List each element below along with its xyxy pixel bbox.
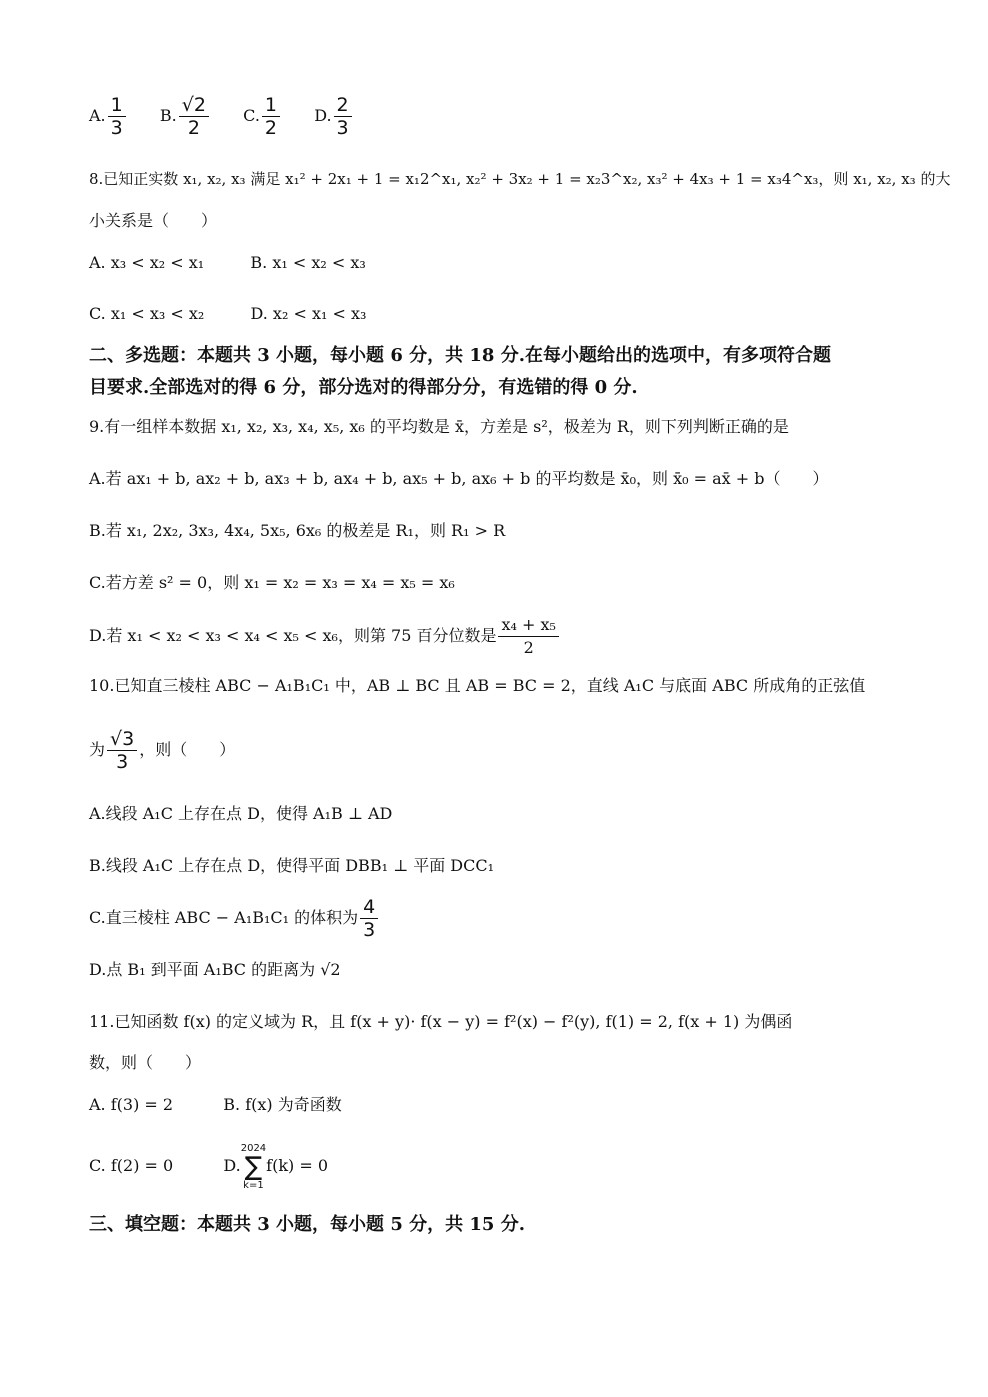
option-d-label: D.	[314, 106, 332, 125]
q10-option-c-fraction: $\frac{4}{3}$	[360, 896, 378, 941]
q10-option-c: C.直三棱柱 ABC − A₁B₁C₁ 的体积为 $\frac{4}{3}$	[89, 894, 380, 942]
q7-options	[89, 92, 354, 140]
q11-options-row2	[89, 1140, 328, 1192]
option-a-fraction: $\frac{1}{3}$	[108, 94, 126, 139]
q10-option-d: D.点 B₁ 到平面 A₁BC 的距离为 √2	[89, 960, 341, 979]
q11-option-d: D. 2024 ∑ k=1 f(k) = 0	[223, 1142, 329, 1191]
q8-option-b: B. x₁ < x₂ < x₃	[250, 253, 366, 272]
q8-option-d: D. x₂ < x₁ < x₃	[250, 304, 367, 323]
summation-symbol: 2024 ∑ k=1	[240, 1142, 267, 1191]
q9-stem: 9.有一组样本数据 x₁, x₂, x₃, x₄, x₅, x₆ 的平均数是 x̄，方差是 s²，极差为 R，则下列判断正确的是	[89, 417, 789, 436]
option-c-fraction: $\frac{1}{2}$	[262, 94, 280, 139]
q10-option-b: B.线段 A₁C 上存在点 D，使得平面 DBB₁ ⊥ 平面 DCC₁	[89, 856, 495, 875]
q8-option-a: A. x₃ < x₂ < x₁	[89, 253, 205, 272]
q8-options-row1	[89, 252, 366, 274]
section-3-heading: 三、填空题：本题共 3 小题，每小题 5 分，共 15 分.	[89, 1214, 525, 1235]
q9-option-d	[89, 612, 561, 660]
q8-stem-line1: 8.已知正实数 x₁, x₂, x₃ 满足 x₁² + 2x₁ + 1 = x₁2^x₁, x₂² + 3x₂ + 1 = x₂3^x₂, x₃² + 4x₃ + 1 = x₃4^x₃，则 x₁, x₂, x₃ 的大	[89, 170, 951, 188]
q9-option-a: A.若 ax₁ + b, ax₂ + b, ax₃ + b, ax₄ + b, ax₅ + b, ax₆ + b 的平均数是 x̄₀，则 x̄₀ = ax̄ + b（ ）	[89, 469, 829, 488]
q10-stem-line1: 10.已知直三棱柱 ABC − A₁B₁C₁ 中，AB ⊥ BC 且 AB = BC = 2，直线 A₁C 与底面 ABC 所成角的正弦值	[89, 676, 866, 695]
option-b-fraction: $\frac{√2}{2}$	[179, 94, 209, 139]
q10-option-a: A.线段 A₁C 上存在点 D，使得 A₁B ⊥ AD	[89, 804, 393, 823]
q9-option-c: C.若方差 s² = 0，则 x₁ = x₂ = x₃ = x₄ = x₅ = x₆	[89, 573, 455, 592]
option-d-fraction: $\frac{2}{3}$	[334, 94, 352, 139]
option-c-label: C.	[243, 106, 260, 125]
q9-option-d-fraction: $\frac{\text{x₄ + x₅}}{2}$	[498, 614, 558, 659]
q8-options-row2	[89, 303, 366, 325]
q10-fraction: $\frac{√3}{3}$	[107, 728, 137, 773]
q9-option-d-text: D.若 x₁ < x₂ < x₃ < x₄ < x₅ < x₆，则第 75 百分位数是	[89, 626, 497, 645]
q11-options-row1	[89, 1094, 342, 1116]
q8-option-c: C. x₁ < x₃ < x₂	[89, 304, 205, 323]
section-2-heading-line1: 二、多选题：本题共 3 小题，每小题 6 分，共 18 分.在每小题给出的选项中，有多项符合题	[89, 345, 831, 366]
q11-option-b: B. f(x) 为奇函数	[223, 1095, 342, 1114]
q9-option-b: B.若 x₁, 2x₂, 3x₃, 4x₄, 5x₅, 6x₆ 的极差是 R₁，则 R₁ > R	[89, 521, 506, 540]
q8-stem-line2: 小关系是（ ）	[89, 211, 218, 230]
q11-stem-line1: 11.已知函数 f(x) 的定义域为 R，且 f(x + y)· f(x − y) = f²(x) − f²(y), f(1) = 2, f(x + 1) 为偶函	[89, 1012, 793, 1031]
q11-option-a: A. f(3) = 2	[89, 1095, 174, 1114]
q10-stem-line2: 为 $\frac{√3}{3}$ ，则（ ）	[89, 728, 236, 773]
option-a-label: A.	[89, 106, 106, 125]
q11-option-c: C. f(2) = 0	[89, 1156, 174, 1175]
option-b-label: B.	[159, 106, 177, 125]
q11-stem-line2: 数，则（ ）	[89, 1053, 202, 1072]
section-2-heading-line2: 目要求.全部选对的得 6 分，部分选对的得部分分，有选错的得 0 分.	[89, 377, 638, 398]
